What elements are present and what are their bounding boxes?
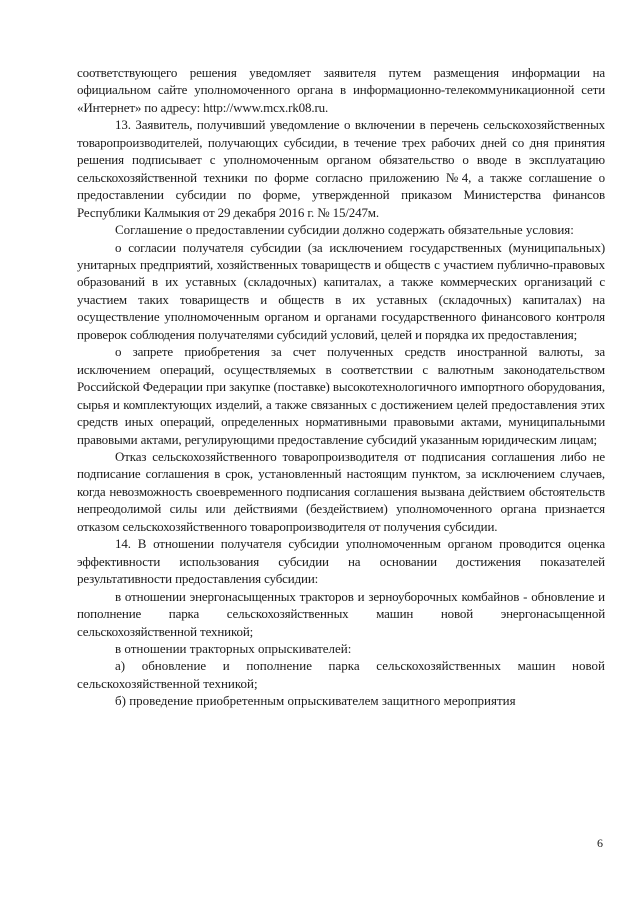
paragraph-refusal: Отказ сельскохозяйственного товаропроизводителя от подписания соглашения либо не подписание соглашения в срок, установленный настоящим пунктом, за исключением случаев, когда невозможность своевременного подписания соглашения вызвана действием обстоятельств непреодолимой силы или действиями (бездействием) уполномоченного органа признается отказом сельскохозяйственного товаропроизводителя от получения субсидии. bbox=[77, 448, 605, 534]
paragraph-consent-condition: о согласии получателя субсидии (за исключением государственных (муниципальных) унитарных предприятий, хозяйственных товариществ и обществ с участием публично-правовых образований в их уставных (складочных) капиталах, а также коммерческих организаций с участием таких товариществ и обществ в их уставных (складочных) капиталах) на осуществление уполномоченным органом и органами государственного финансового контроля проверок соблюдения получателями субсидий условий, целей и порядка их предоставления; bbox=[77, 239, 605, 342]
paragraph-tractors-combines: в отношении энергонасыщенных тракторов и зерноуборочных комбайнов - обновление и пополнение парка сельскохозяйственных машин новой энергонасыщенной сельскохозяйственной техникой; bbox=[77, 588, 605, 639]
page-number: 6 bbox=[597, 836, 603, 850]
paragraph-sprayers: в отношении тракторных опрыскивателей: bbox=[115, 640, 352, 656]
paragraph-continuation: соответствующего решения уведомляет заявителя путем размещения информации на официальном сайте уполномоченного органа в информационно-телекоммуникационной сети «Интернет» по адресу: http://www.mcx.rk08.ru. bbox=[77, 65, 605, 115]
paragraph-14: 14. В отношении получателя субсидии уполномоченным органом проводится оценка эффективности использования субсидии на основании достижения показателей результативности предоставления субсидии: bbox=[77, 536, 605, 587]
document-body bbox=[77, 64, 605, 710]
paragraph-sprayers-b: б) проведение приобретенным опрыскивателем защитного мероприятия bbox=[115, 693, 516, 709]
paragraph-agreement-conditions: Соглашение о предоставлении субсидии должно содержать обязательные условия: bbox=[115, 222, 574, 238]
paragraph-13: 13. Заявитель, получивший уведомление о включении в перечень сельскохозяйственных товаропроизводителей, получающих субсидии, в течение трех рабочих дней со дня принятия решения подписывает с уполномоченным органом обязательство о вводе в эксплуатацию сельскохозяйственной техники по форме согласно приложению №4, а также соглашение о предоставлении субсидии по форме, утвержденной приказом Министерства финансов Республики Калмыкия от 29 декабря 2016 г. № 15/247м. bbox=[77, 117, 605, 220]
paragraph-currency-ban: о запрете приобретения за счет полученных средств иностранной валюты, за исключением операций, осуществляемых в соответствии с валютным законодательством Российской Федерации при закупке (поставке) высокотехнологичного импортного оборудования, сырья и комплектующих изделий, а также связанных с достижением целей предоставления этих средств иных операций, определенных нормативными правовыми актами, муниципальными правовыми актами, регулирующими предоставление субсидий указанным юридическим лицам; bbox=[77, 344, 605, 447]
paragraph-sprayers-a: а) обновление и пополнение парка сельскохозяйственных машин новой сельскохозяйственной техникой; bbox=[77, 658, 605, 691]
